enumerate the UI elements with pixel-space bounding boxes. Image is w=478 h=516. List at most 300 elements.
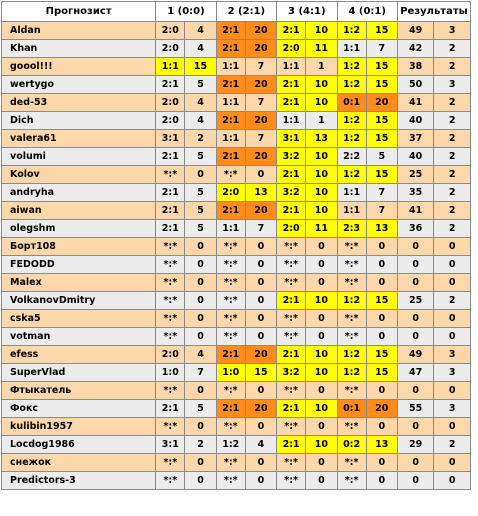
forecaster-name: olegshm [2,220,156,238]
points-cell: 10 [306,364,337,382]
table-row [2,166,471,184]
forecaster-name: Predictors-3 [2,472,156,490]
points-cell: 0 [306,310,337,328]
prediction-cell: 1:2 [337,166,366,184]
prediction-cell: *:* [156,274,185,292]
points-cell: 4 [185,40,216,58]
points-cell: 0 [306,454,337,472]
prediction-cell: *:* [337,418,366,436]
total-points: 0 [397,472,433,490]
points-cell: 0 [306,382,337,400]
total-points: 50 [397,76,433,94]
forecaster-name: Dich [2,112,156,130]
points-cell: 0 [245,238,276,256]
prediction-cell: 2:0 [216,184,245,202]
table-row [2,58,471,76]
points-cell: 5 [185,202,216,220]
table-row [2,130,471,148]
points-cell: 0 [306,328,337,346]
total-points: 0 [397,418,433,436]
points-cell: 20 [245,22,276,40]
prediction-cell: 1:1 [216,220,245,238]
points-cell: 2 [185,436,216,454]
points-cell: 15 [366,292,397,310]
points-cell: 0 [185,274,216,292]
prediction-cell: *:* [216,292,245,310]
result-score: 0 [434,238,471,256]
prediction-cell: 2:1 [156,202,185,220]
prediction-cell: 2:1 [277,76,306,94]
result-score: 2 [434,130,471,148]
table-row [2,22,471,40]
prediction-cell: 2:1 [156,400,185,418]
prediction-cell: 2:1 [216,22,245,40]
result-score: 2 [434,220,471,238]
prediction-cell: *:* [216,256,245,274]
points-cell: 4 [185,346,216,364]
points-cell: 20 [366,400,397,418]
forecaster-name: aiwan [2,202,156,220]
prediction-cell: *:* [277,238,306,256]
result-score: 0 [434,310,471,328]
points-cell: 0 [185,328,216,346]
prediction-cell: *:* [216,472,245,490]
prediction-cell: *:* [337,310,366,328]
total-points: 0 [397,310,433,328]
prediction-cell: *:* [156,166,185,184]
prediction-cell: 3:1 [156,436,185,454]
prediction-cell: 1:1 [337,184,366,202]
table-row [2,346,471,364]
prediction-cell: 2:1 [216,40,245,58]
total-points: 0 [397,328,433,346]
points-cell: 0 [185,292,216,310]
points-cell: 13 [366,220,397,238]
prediction-cell: *:* [337,238,366,256]
header-row [2,2,471,22]
points-cell: 0 [185,166,216,184]
forecaster-name: valera61 [2,130,156,148]
points-cell: 0 [366,472,397,490]
result-score: 2 [434,112,471,130]
prediction-cell: 2:3 [337,220,366,238]
prediction-cell: 2:1 [156,184,185,202]
prediction-cell: 1:1 [216,58,245,76]
table-row [2,436,471,454]
prediction-cell: 2:1 [216,112,245,130]
prediction-cell: 0:2 [337,436,366,454]
points-cell: 20 [245,202,276,220]
points-cell: 0 [185,454,216,472]
prediction-cell: *:* [277,418,306,436]
points-cell: 10 [306,22,337,40]
prediction-cell: 1:1 [156,58,185,76]
points-cell: 5 [185,400,216,418]
prediction-cell: 2:1 [277,292,306,310]
forecaster-name: SuperVlad [2,364,156,382]
forecaster-name: kulibin1957 [2,418,156,436]
forecaster-name: votman [2,328,156,346]
predictions-table [1,1,471,490]
points-cell: 20 [245,148,276,166]
points-cell: 0 [185,238,216,256]
points-cell: 5 [185,184,216,202]
points-cell: 0 [185,382,216,400]
prediction-cell: *:* [216,310,245,328]
prediction-cell: 2:1 [216,346,245,364]
points-cell: 13 [245,184,276,202]
prediction-cell: *:* [216,418,245,436]
prediction-cell: 3:2 [277,364,306,382]
prediction-cell: *:* [156,382,185,400]
table-row [2,148,471,166]
points-cell: 7 [245,58,276,76]
result-score: 0 [434,418,471,436]
prediction-cell: *:* [216,274,245,292]
points-cell: 10 [306,166,337,184]
points-cell: 15 [366,346,397,364]
result-score: 0 [434,382,471,400]
prediction-cell: *:* [156,472,185,490]
table-row [2,310,471,328]
table-row [2,40,471,58]
prediction-cell: 2:1 [156,76,185,94]
points-cell: 20 [245,400,276,418]
points-cell: 5 [185,76,216,94]
total-points: 29 [397,436,433,454]
points-cell: 15 [185,58,216,76]
points-cell: 4 [245,436,276,454]
prediction-cell: *:* [216,382,245,400]
prediction-cell: *:* [216,238,245,256]
points-cell: 0 [306,472,337,490]
table-row [2,400,471,418]
points-cell: 20 [245,346,276,364]
forecaster-name: Борт108 [2,238,156,256]
result-score: 0 [434,472,471,490]
prediction-cell: 2:0 [156,22,185,40]
prediction-cell: 2:1 [277,166,306,184]
table-row [2,382,471,400]
prediction-cell: 1:1 [337,40,366,58]
prediction-cell: 2:0 [156,94,185,112]
result-score: 2 [434,202,471,220]
points-cell: 20 [245,112,276,130]
prediction-cell: 2:1 [156,220,185,238]
points-cell: 0 [306,238,337,256]
points-cell: 0 [245,292,276,310]
forecaster-name: снежок [2,454,156,472]
forecaster-name: goool!!! [2,58,156,76]
header-results: Результаты [397,2,470,22]
table-row [2,418,471,436]
prediction-cell: 1:2 [337,58,366,76]
prediction-cell: *:* [337,382,366,400]
points-cell: 10 [306,184,337,202]
forecaster-name: cska5 [2,310,156,328]
points-cell: 4 [185,22,216,40]
points-cell: 10 [306,148,337,166]
prediction-cell: 3:2 [277,148,306,166]
points-cell: 0 [185,256,216,274]
table-row [2,94,471,112]
forecaster-name: Locdog1986 [2,436,156,454]
prediction-cell: 2:0 [277,40,306,58]
prediction-cell: 1:2 [216,436,245,454]
result-score: 3 [434,364,471,382]
points-cell: 7 [366,184,397,202]
result-score: 2 [434,40,471,58]
prediction-cell: *:* [337,274,366,292]
prediction-cell: *:* [216,454,245,472]
prediction-cell: *:* [337,256,366,274]
points-cell: 0 [245,328,276,346]
points-cell: 0 [245,382,276,400]
prediction-cell: *:* [277,328,306,346]
prediction-cell: 1:2 [337,346,366,364]
prediction-cell: 2:1 [216,76,245,94]
result-score: 0 [434,328,471,346]
prediction-cell: 1:2 [337,112,366,130]
prediction-cell: *:* [156,238,185,256]
points-cell: 7 [245,130,276,148]
points-cell: 15 [366,58,397,76]
table-row [2,184,471,202]
prediction-cell: *:* [277,472,306,490]
forecaster-name: FEDODD [2,256,156,274]
header-match-4: 4 (0:1) [337,2,397,22]
prediction-cell: 2:1 [216,400,245,418]
result-score: 3 [434,22,471,40]
total-points: 0 [397,382,433,400]
points-cell: 10 [306,202,337,220]
total-points: 41 [397,202,433,220]
points-cell: 5 [185,148,216,166]
prediction-cell: 1:0 [216,364,245,382]
points-cell: 4 [185,112,216,130]
points-cell: 0 [366,328,397,346]
prediction-cell: 2:1 [277,436,306,454]
forecaster-name: Aldan [2,22,156,40]
prediction-cell: 0:1 [337,94,366,112]
header-match-1: 1 (0:0) [156,2,216,22]
table-row [2,112,471,130]
points-cell: 0 [185,472,216,490]
result-score: 0 [434,256,471,274]
points-cell: 10 [306,292,337,310]
prediction-cell: *:* [337,328,366,346]
prediction-cell: 2:1 [277,22,306,40]
points-cell: 13 [366,436,397,454]
total-points: 0 [397,454,433,472]
prediction-cell: 2:1 [277,346,306,364]
points-cell: 7 [245,220,276,238]
points-cell: 0 [306,256,337,274]
table-row [2,292,471,310]
table-row [2,202,471,220]
prediction-cell: 2:1 [156,148,185,166]
points-cell: 7 [366,40,397,58]
points-cell: 0 [185,418,216,436]
prediction-cell: 1:1 [337,202,366,220]
points-cell: 15 [245,364,276,382]
points-cell: 0 [245,166,276,184]
prediction-cell: 2:1 [216,148,245,166]
result-score: 0 [434,274,471,292]
prediction-cell: *:* [337,472,366,490]
prediction-cell: *:* [277,310,306,328]
points-cell: 0 [245,274,276,292]
points-cell: 20 [245,76,276,94]
prediction-cell: 1:2 [337,76,366,94]
header-forecaster: Прогнозист [2,2,156,22]
prediction-cell: *:* [156,454,185,472]
points-cell: 15 [366,76,397,94]
prediction-cell: *:* [277,256,306,274]
points-cell: 10 [306,436,337,454]
forecaster-name: Malex [2,274,156,292]
forecaster-name: volumi [2,148,156,166]
prediction-cell: 3:1 [156,130,185,148]
points-cell: 0 [366,454,397,472]
table-row [2,238,471,256]
prediction-cell: 1:1 [277,58,306,76]
points-cell: 7 [366,202,397,220]
prediction-cell: *:* [156,256,185,274]
points-cell: 1 [306,112,337,130]
points-cell: 11 [306,220,337,238]
table-row [2,454,471,472]
points-cell: 10 [306,76,337,94]
points-cell: 2 [185,130,216,148]
total-points: 49 [397,346,433,364]
points-cell: 10 [306,94,337,112]
points-cell: 15 [366,130,397,148]
prediction-cell: 2:0 [277,220,306,238]
points-cell: 5 [366,148,397,166]
result-score: 2 [434,148,471,166]
prediction-cell: 2:1 [216,202,245,220]
points-cell: 7 [245,94,276,112]
points-cell: 0 [306,274,337,292]
table-row [2,328,471,346]
prediction-cell: 2:0 [156,40,185,58]
prediction-cell: 1:0 [156,364,185,382]
points-cell: 10 [306,346,337,364]
prediction-cell: *:* [156,418,185,436]
points-cell: 20 [366,94,397,112]
prediction-cell: 1:1 [277,112,306,130]
points-cell: 0 [245,256,276,274]
prediction-cell: *:* [337,454,366,472]
prediction-cell: *:* [277,454,306,472]
result-score: 2 [434,166,471,184]
table-row [2,256,471,274]
total-points: 25 [397,292,433,310]
forecaster-name: ded-53 [2,94,156,112]
total-points: 36 [397,220,433,238]
points-cell: 0 [366,418,397,436]
points-cell: 5 [185,220,216,238]
points-cell: 0 [366,238,397,256]
points-cell: 0 [245,310,276,328]
result-score: 2 [434,58,471,76]
prediction-cell: 1:2 [337,130,366,148]
points-cell: 15 [366,364,397,382]
result-score: 2 [434,184,471,202]
total-points: 40 [397,112,433,130]
header-match-2: 2 (2:1) [216,2,276,22]
points-cell: 15 [366,112,397,130]
points-cell: 0 [245,472,276,490]
prediction-cell: 3:1 [277,130,306,148]
points-cell: 0 [245,418,276,436]
table-row [2,274,471,292]
prediction-cell: 1:1 [216,130,245,148]
prediction-cell: *:* [277,274,306,292]
prediction-cell: 2:2 [337,148,366,166]
table-row [2,364,471,382]
forecaster-name: Фокс [2,400,156,418]
prediction-cell: 1:2 [337,364,366,382]
forecaster-name: Фтыкатель [2,382,156,400]
result-score: 3 [434,76,471,94]
prediction-cell: 2:1 [277,94,306,112]
prediction-cell: 1:2 [337,292,366,310]
prediction-cell: *:* [216,166,245,184]
prediction-cell: *:* [216,328,245,346]
result-score: 3 [434,400,471,418]
points-cell: 0 [306,418,337,436]
points-cell: 0 [366,310,397,328]
table-row [2,220,471,238]
table-row [2,76,471,94]
prediction-cell: 1:2 [337,22,366,40]
forecaster-name: Khan [2,40,156,58]
total-points: 0 [397,274,433,292]
points-cell: 15 [366,22,397,40]
points-cell: 0 [366,274,397,292]
total-points: 55 [397,400,433,418]
points-cell: 10 [306,400,337,418]
total-points: 38 [397,58,433,76]
prediction-cell: 2:0 [156,346,185,364]
points-cell: 0 [366,256,397,274]
points-cell: 0 [185,310,216,328]
total-points: 25 [397,166,433,184]
result-score: 2 [434,94,471,112]
table-row [2,472,471,490]
prediction-cell: 3:2 [277,184,306,202]
prediction-cell: 2:1 [277,202,306,220]
points-cell: 1 [306,58,337,76]
result-score: 0 [434,454,471,472]
total-points: 35 [397,184,433,202]
result-score: 2 [434,292,471,310]
total-points: 37 [397,130,433,148]
points-cell: 0 [366,382,397,400]
forecaster-name: wertygo [2,76,156,94]
total-points: 0 [397,256,433,274]
total-points: 41 [397,94,433,112]
points-cell: 15 [366,166,397,184]
points-cell: 20 [245,40,276,58]
points-cell: 13 [306,130,337,148]
header-match-3: 3 (4:1) [277,2,337,22]
points-cell: 7 [185,364,216,382]
total-points: 0 [397,238,433,256]
prediction-cell: *:* [277,382,306,400]
